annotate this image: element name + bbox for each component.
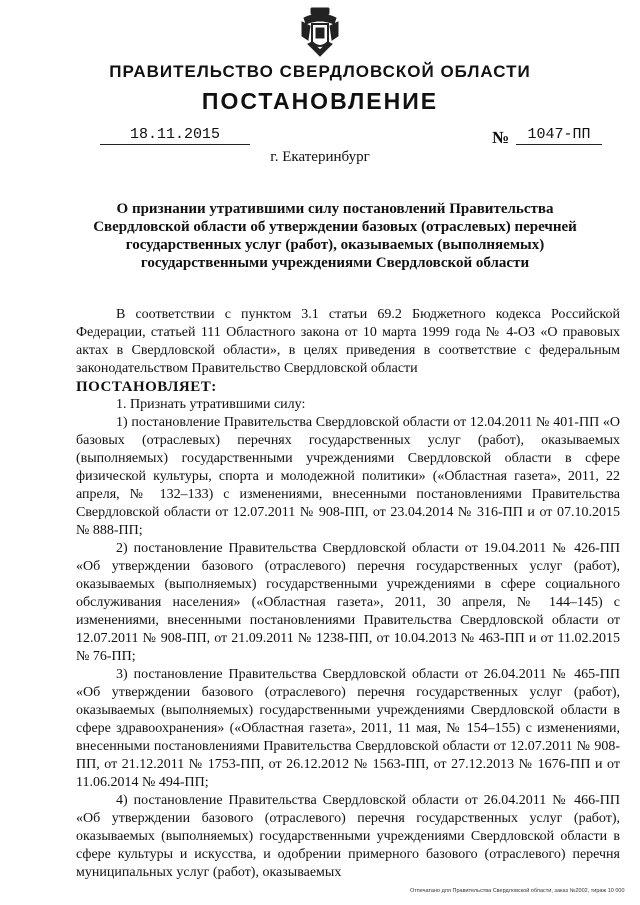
document-body: [76, 306, 620, 882]
preamble-paragraph: В соответствии с пунктом 3.1 статьи 69.2 Бюджетного кодекса Российской Федерации, статьей 111 Областного закона от 10 марта 1999 года № 4-ОЗ «О правовых актах в Свердловской области», в целях приведения в соответствие с федеральным законодательством Правительство Свердловской области: [76, 307, 620, 376]
document-number: 1047-ПП: [516, 126, 602, 145]
item-1: 1. Признать утратившими силу:: [116, 397, 306, 412]
number-label: №: [492, 128, 510, 147]
subitem-3: 3) постановление Правительства Свердловской области от 26.04.2011 № 465-ПП «Об утверждении базового (отраслевого) перечня государственных услуг (работ), оказываемых (выполняемых) государственными учреждениями Свердловской области в сфере здравоохранения» («Областная газета», 2011, 11 мая, № 154–155) с изменениями, внесенными постановлениями Правительства Свердловской области от 12.07.2011 № 908-ПП, от 21.12.2011 № 1753-ПП, от 26.12.2012 № 1563-ПП, от 27.12.2013 № 1676-ПП и от 11.06.2014 № 494-ПП;: [76, 667, 620, 790]
organization-name: ПРАВИТЕЛЬСТВО СВЕРДЛОВСКОЙ ОБЛАСТИ: [109, 62, 531, 81]
document-type: ПОСТАНОВЛЕНИЕ: [201, 88, 439, 114]
print-footer: Отпечатано для Правительства Свердловской области, заказ №2002, тираж 10 000: [410, 888, 625, 894]
subitem-2: 2) постановление Правительства Свердловской области от 19.04.2011 № 426-ПП «Об утверждении базового (отраслевого) перечня государственных услуг (работ), оказываемых (выполняемых) государственными учреждениями в сфере социального обслуживания населения» («Областная газета», 2011, 30 апреля, № 144–145) с изменениями, внесенными постановлениями Правительства Свердловской области от 12.07.2011 № 908-ПП, от 21.09.2011 № 1238-ПП, от 10.04.2013 № 463-ПП и от 11.02.2015 № 76-ПП;: [76, 541, 620, 664]
resolves-heading: ПОСТАНОВЛЯЕТ:: [76, 379, 217, 395]
document-date: 18.11.2015: [100, 126, 250, 145]
subitem-1: 1) постановление Правительства Свердловской области от 12.04.2011 № 401-ПП «О базовых (отраслевых) перечнях государственных услуг (работ), оказываемых (выполняемых) государственными учреждениями Свердловской области в сфере физической культуры, спорта и молодежной политики» («Областная газета», 2011, 22 апреля, № 132–133) с изменениями, внесенными постановлениями Правительства Свердловской области от 12.07.2011 № 908-ПП, от 23.04.2014 № 316-ПП и от 07.10.2015 № 888-ПП;: [76, 415, 620, 538]
city: г. Екатеринбург: [270, 149, 370, 165]
document-title: О признании утратившими силу постановлений Правительства Свердловской области об утверждении базовых (отраслевых) перечней государственных услуг (работ), оказываемых (выполняемых) государственными учреждениями Свердловской области: [93, 201, 577, 271]
coat-of-arms-emblem: [298, 6, 342, 58]
subitem-4: 4) постановление Правительства Свердловской области от 26.04.2011 № 466-ПП «Об утверждении базового (отраслевого) перечня государственных услуг (работ), оказываемых (выполняемых) государственными учреждениями Свердловской области в сфере культуры и искусства, и одобрении примерного базового (отраслевого) перечня муниципальных услуг (работ), оказываемых: [76, 793, 620, 880]
